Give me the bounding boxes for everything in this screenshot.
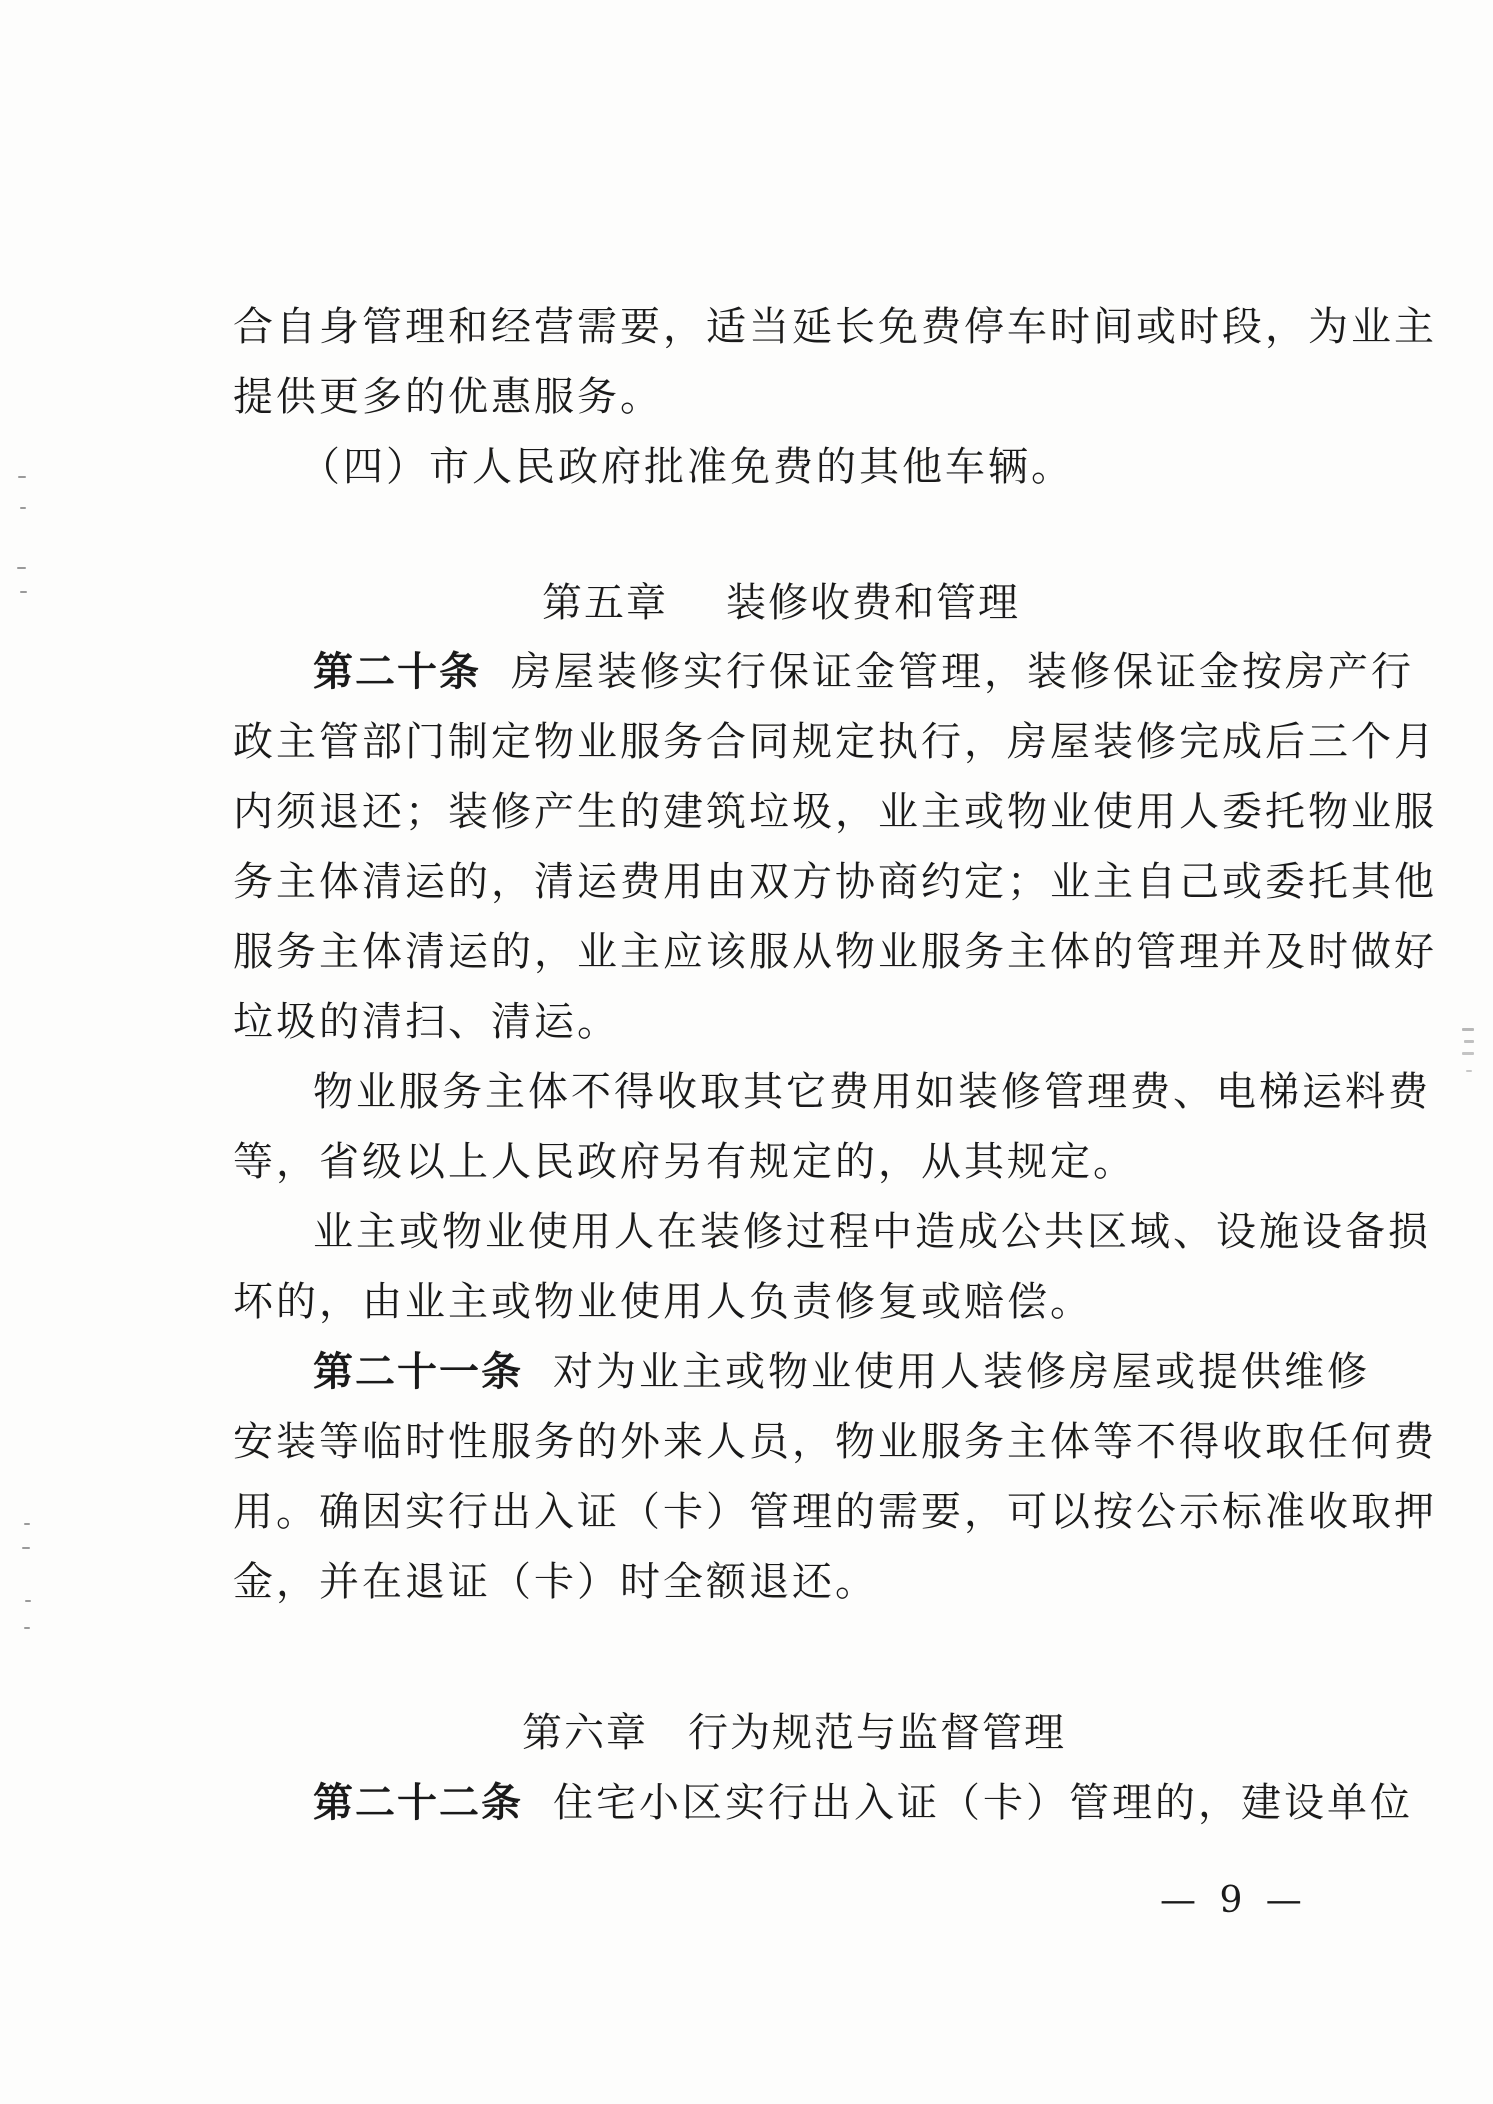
article-label: 第二十二条 bbox=[313, 1780, 523, 1826]
body-text-line: 务主体清运的，清运费用由双方协商约定；业主自己或委托其他 bbox=[233, 859, 1437, 905]
scan-speck bbox=[18, 476, 26, 478]
chapter-title: 行为规范与监督管理 bbox=[688, 1710, 1066, 1756]
article-text: 对为业主或物业使用人装修房屋或提供维修 bbox=[553, 1349, 1370, 1395]
article-label: 第二十一条 bbox=[313, 1349, 523, 1395]
scan-speck bbox=[22, 1547, 30, 1549]
chapter-heading bbox=[522, 1703, 1066, 1763]
scan-speck bbox=[17, 567, 26, 569]
article-label: 第二十条 bbox=[313, 649, 481, 695]
body-text-line: 金，并在退证（卡）时全额退还。 bbox=[233, 1559, 878, 1605]
body-text-line: 安装等临时性服务的外来人员，物业服务主体等不得收取任何费 bbox=[233, 1419, 1437, 1465]
article-first-line bbox=[313, 642, 1414, 702]
scan-speck bbox=[20, 591, 27, 593]
body-text-line: 物业服务主体不得收取其它费用如装修管理费、电梯运料费 bbox=[313, 1069, 1431, 1115]
scan-speck bbox=[1462, 1052, 1474, 1055]
scan-speck bbox=[1462, 1028, 1474, 1031]
body-text-line: 合自身管理和经营需要，适当延长免费停车时间或时段，为业主 bbox=[233, 304, 1437, 350]
article-first-line bbox=[313, 1342, 1370, 1402]
scan-speck bbox=[20, 507, 26, 509]
scan-speck bbox=[1464, 1040, 1474, 1043]
article-text: 房屋装修实行保证金管理，装修保证金按房产行 bbox=[511, 649, 1414, 695]
body-text-line: 等，省级以上人民政府另有规定的，从其规定。 bbox=[233, 1139, 1136, 1185]
article-first-line bbox=[313, 1773, 1413, 1833]
body-text-line: 业主或物业使用人在装修过程中造成公共区域、设施设备损 bbox=[313, 1209, 1431, 1255]
chapter-title: 装修收费和管理 bbox=[726, 580, 1020, 626]
scan-speck bbox=[24, 1627, 30, 1629]
chapter-number: 第五章 bbox=[542, 580, 668, 626]
body-text-line: 服务主体清运的，业主应该服从物业服务主体的管理并及时做好 bbox=[233, 929, 1437, 975]
scan-speck bbox=[25, 1600, 31, 1602]
scan-speck bbox=[1466, 1070, 1472, 1072]
chapter-heading bbox=[542, 573, 1020, 633]
body-text-line: 提供更多的优惠服务。 bbox=[233, 374, 663, 420]
body-text-line: 用。确因实行出入证（卡）管理的需要，可以按公示标准收取押 bbox=[233, 1489, 1437, 1535]
scan-speck bbox=[24, 1523, 30, 1525]
chapter-number: 第六章 bbox=[522, 1710, 648, 1756]
list-item-four: （四）市人民政府批准免费的其他车辆。 bbox=[300, 444, 1074, 490]
body-text-line: 内须退还；装修产生的建筑垃圾，业主或物业使用人委托物业服 bbox=[233, 789, 1437, 835]
body-text-line: 坏的，由业主或物业使用人负责修复或赔偿。 bbox=[233, 1279, 1093, 1325]
page-number: — 9 — bbox=[1160, 1880, 1308, 1921]
body-text-line: 垃圾的清扫、清运。 bbox=[233, 999, 620, 1045]
body-text-line: 政主管部门制定物业服务合同规定执行，房屋装修完成后三个月 bbox=[233, 719, 1437, 765]
article-text: 住宅小区实行出入证（卡）管理的，建设单位 bbox=[553, 1780, 1413, 1826]
